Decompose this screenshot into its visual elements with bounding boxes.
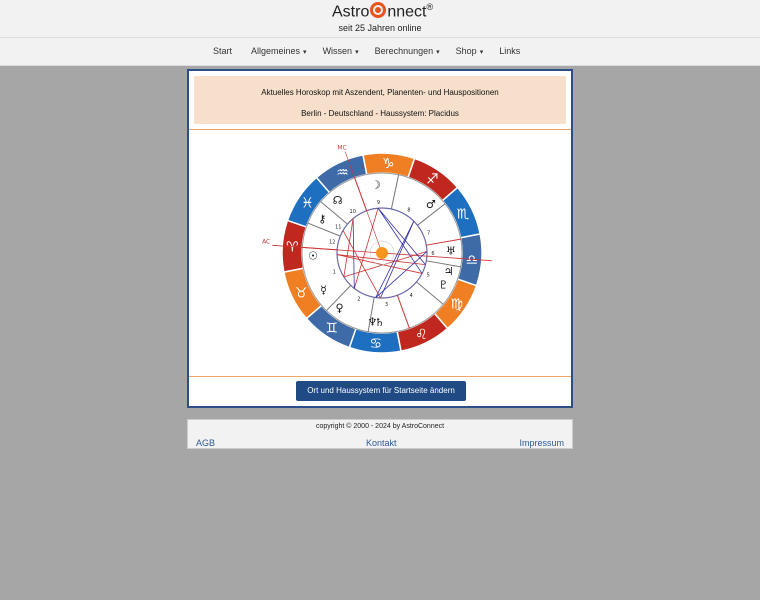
zodiac-glyph-sagittarius: ♐ (426, 171, 439, 188)
house-number: 7 (426, 230, 431, 237)
logo-text-b: nnect (387, 3, 427, 21)
nav-berechnungen[interactable]: Berechnungen ▾ (374, 46, 440, 56)
nav-shop[interactable]: Shop ▾ (455, 46, 484, 56)
house-number: 6 (431, 251, 435, 257)
copyright-text: copyright © 2000 - 2024 by AstroConnect (315, 423, 445, 430)
nav-links[interactable]: Links (499, 46, 521, 56)
house-number: 8 (407, 207, 411, 214)
planet-glyph-node: ☊ (332, 194, 343, 208)
chevron-down-icon: ▾ (479, 49, 484, 56)
header (0, 0, 760, 37)
nav-allgemeines[interactable]: Allgemeines ▾ (251, 46, 307, 56)
ac-label: AC (262, 238, 271, 246)
navbar (0, 37, 760, 66)
horoscope-title-box (194, 76, 566, 124)
house-number: 3 (384, 301, 389, 308)
tagline: seit 25 Jahren online (338, 23, 422, 33)
planet-glyph-mars: ♂ (425, 198, 436, 212)
house-number: 12 (329, 239, 336, 246)
divider (189, 129, 571, 130)
chevron-down-icon: ▾ (303, 49, 307, 56)
location-subtitle: Berlin - Deutschland - Haussystem: Placidus (301, 109, 459, 118)
horoscope-panel (187, 69, 573, 408)
impressum-link[interactable]: Impressum (519, 438, 564, 448)
chevron-down-icon: ▾ (436, 49, 440, 56)
house-number: 2 (357, 296, 361, 303)
planet-glyph-mercury: ☿ (320, 283, 327, 297)
logo-registered: ® (426, 2, 434, 12)
zodiac-glyph-capricorn: ♑ (381, 156, 395, 173)
planet-glyph-moon: ☽ (371, 178, 381, 192)
planet-glyph-venus: ♀ (335, 301, 344, 315)
nav-start[interactable]: Start (213, 46, 233, 56)
house-number: 4 (409, 292, 413, 299)
sun-center-dot (376, 247, 388, 259)
house-number: 9 (376, 200, 381, 207)
planet-glyph-saturn: ♄ (374, 315, 385, 329)
planet-glyph-neptune: ♆ (367, 315, 378, 329)
planet-glyph-chiron: ⚷ (318, 212, 327, 226)
zodiac-glyph-cancer: ♋ (369, 335, 383, 352)
planet-glyph-jupiter: ♃ (443, 264, 454, 278)
nav-wissen[interactable]: Wissen ▾ (322, 46, 359, 56)
mc-label: MC (337, 144, 347, 152)
planet-glyph-pluto: ♇ (438, 278, 449, 292)
house-number: 5 (426, 272, 430, 279)
planet-glyph-sun: ☉ (308, 249, 318, 263)
zodiac-glyph-aquarius: ♒ (336, 165, 349, 182)
logo-c-icon (370, 2, 386, 18)
horoscope-chart (257, 143, 507, 363)
logo-text-a: Astro (332, 3, 370, 21)
zodiac-glyph-leo: ♌ (415, 326, 428, 343)
kontakt-link[interactable]: Kontakt (366, 438, 397, 448)
zodiac-glyph-virgo: ♍ (450, 296, 463, 313)
page-title: Aktuelles Horoskop mit Aszendent, Planenten- und Hauspositionen (261, 88, 499, 97)
planet-glyph-uranus: ♅ (446, 244, 456, 258)
footer (187, 419, 573, 449)
zodiac-glyph-pisces: ♓ (301, 195, 314, 212)
house-number: 10 (349, 209, 356, 216)
logo[interactable] (332, 2, 433, 21)
divider (189, 376, 571, 377)
chevron-down-icon: ▾ (355, 49, 359, 56)
house-number: 1 (332, 269, 336, 276)
zodiac-glyph-gemini: ♊ (325, 320, 338, 337)
zodiac-glyph-taurus: ♉ (294, 285, 308, 302)
zodiac-glyph-libra: ♎ (465, 252, 479, 269)
zodiac-glyph-aries: ♈ (285, 239, 299, 256)
zodiac-glyph-scorpio: ♏ (456, 206, 470, 223)
agb-link[interactable]: AGB (196, 438, 216, 448)
change-location-button[interactable]: Ort und Haussystem für Startseite ändern (296, 381, 466, 401)
house-number: 11 (335, 224, 342, 231)
